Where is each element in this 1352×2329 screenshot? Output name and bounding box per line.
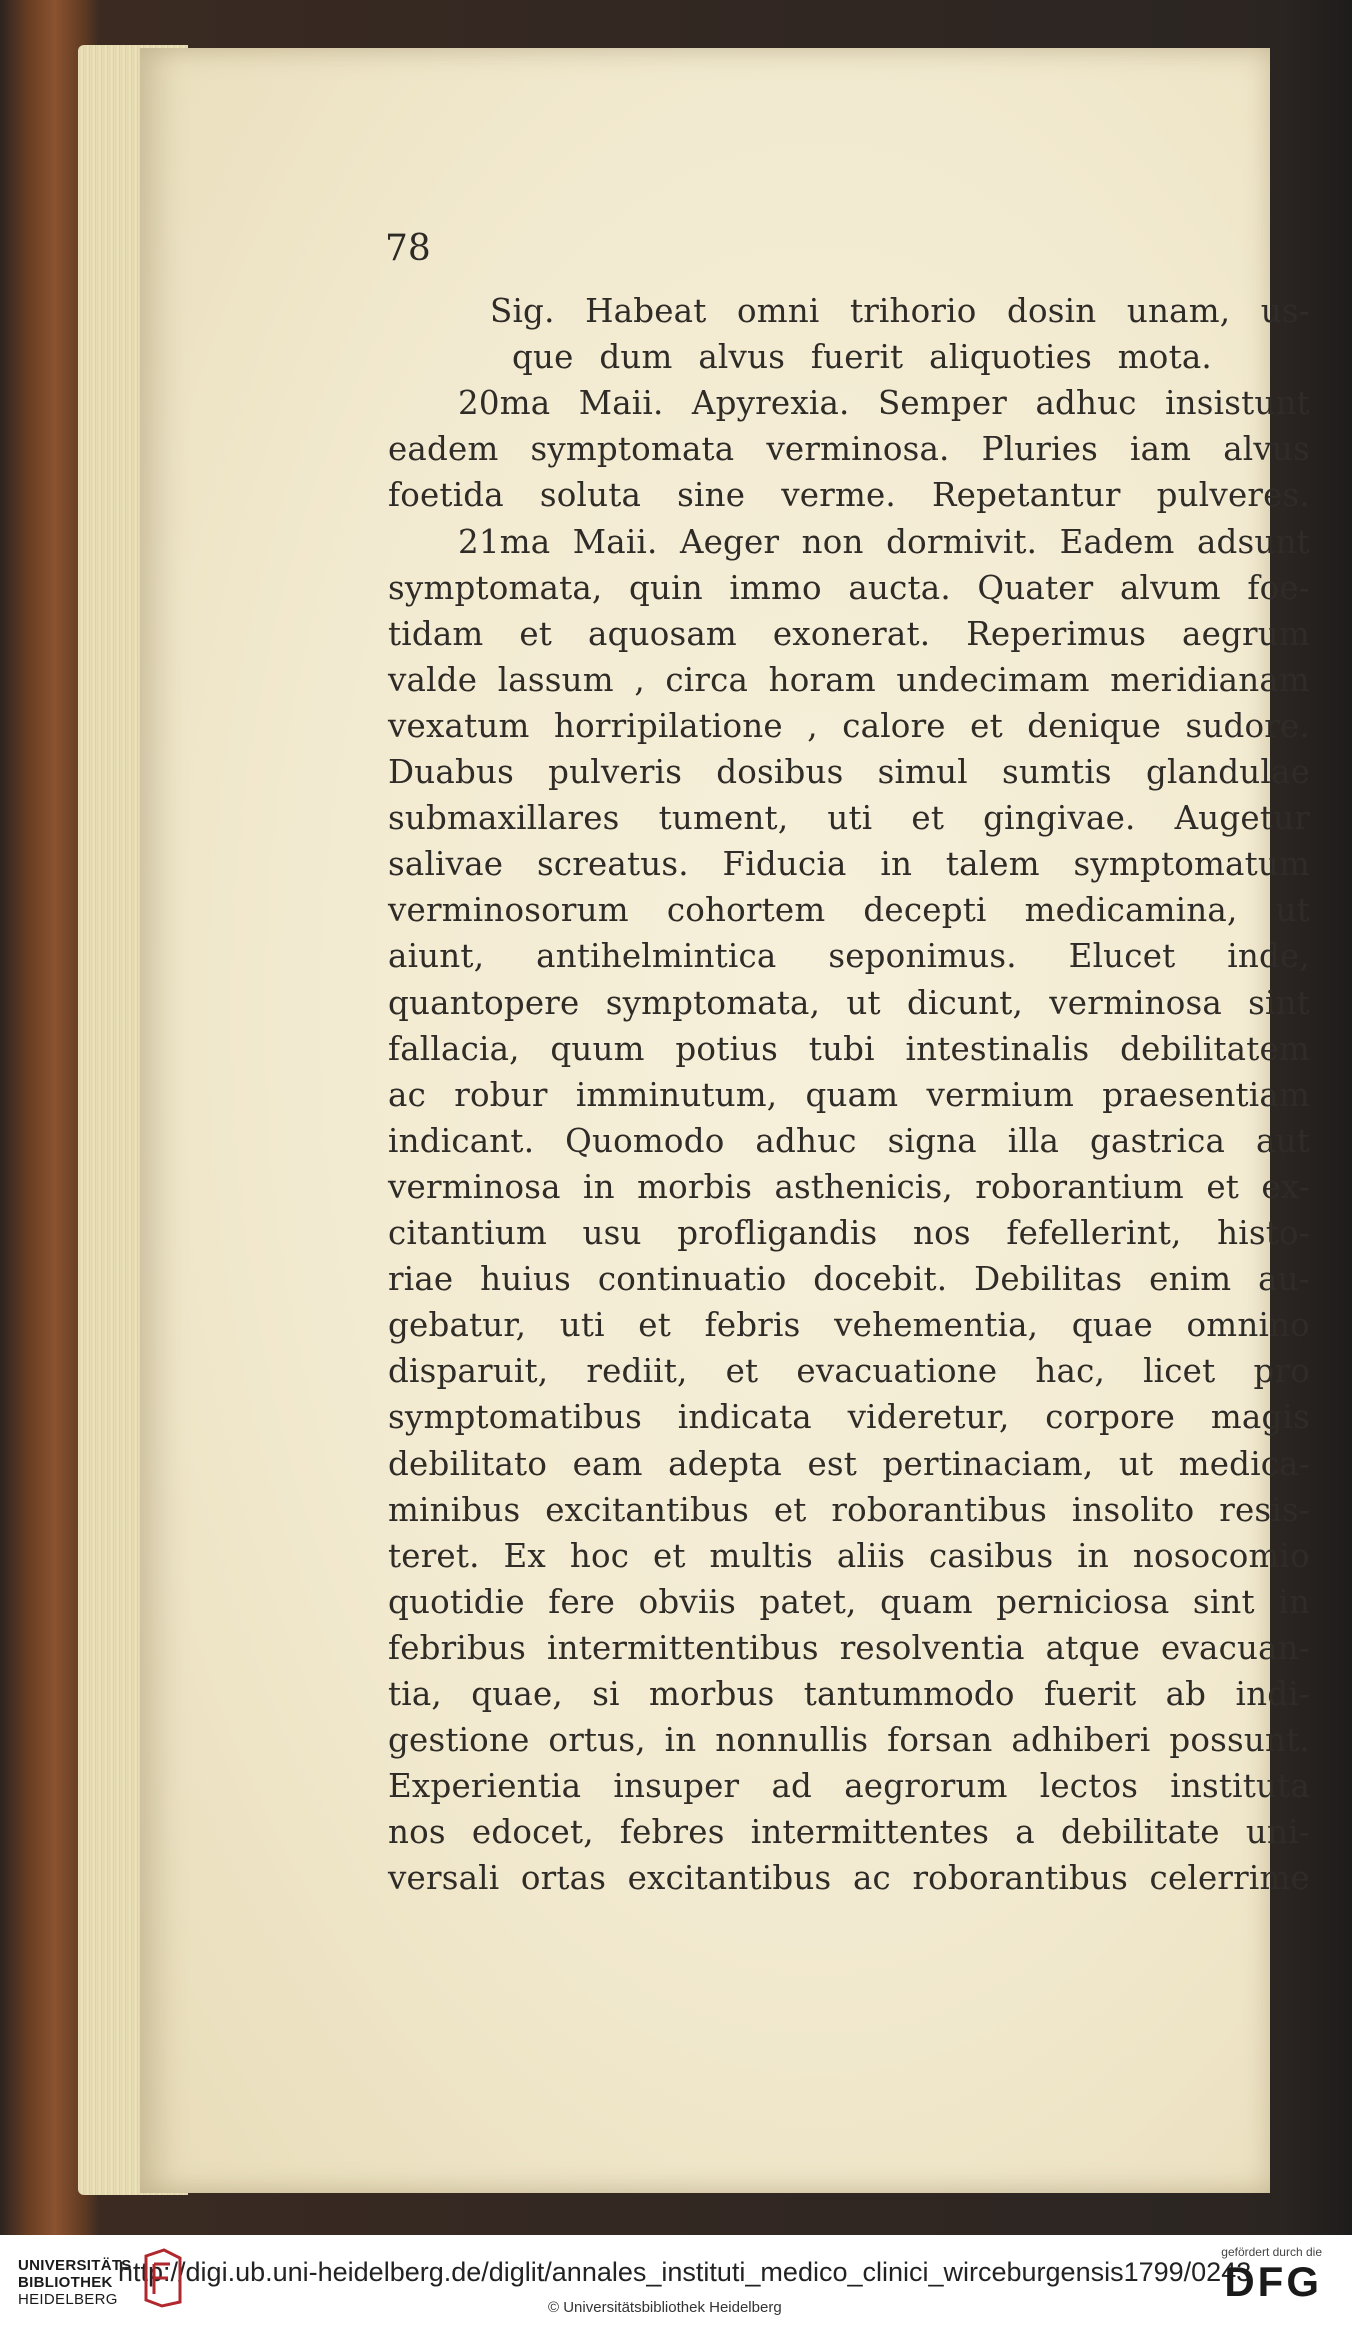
word: lassum (497, 660, 614, 699)
word: edocet, (471, 1813, 594, 1852)
word: pertinaciam, (882, 1444, 1094, 1483)
word: aegrum (1182, 614, 1310, 653)
word: eam (572, 1444, 643, 1483)
word: Maii. (578, 384, 664, 423)
word: evacuatione (796, 1352, 998, 1391)
word: uti (559, 1306, 605, 1345)
word: et (970, 706, 1003, 745)
word: antihelmintica (536, 937, 777, 976)
word: us- (1260, 292, 1310, 330)
word: si (592, 1675, 620, 1713)
text-line (388, 845, 1310, 884)
text-line (388, 1859, 1310, 1898)
word: Elucet (1068, 937, 1176, 976)
text-line (388, 1490, 1310, 1529)
word: denique (1027, 706, 1162, 745)
word: aut (1256, 1121, 1310, 1160)
text-line (490, 292, 1310, 330)
word: aliis (836, 1536, 906, 1575)
word: est (807, 1444, 858, 1483)
word: enim (1149, 1260, 1232, 1299)
word: et (519, 614, 553, 653)
word: obviis (638, 1582, 737, 1621)
library-logo-icon (140, 2248, 184, 2308)
word: circa (665, 660, 749, 699)
funding-note: gefördert durch die (1221, 2245, 1322, 2259)
word: dicunt, (906, 983, 1024, 1022)
word: fere (548, 1582, 616, 1621)
text-line (388, 891, 1310, 930)
text-line (388, 1214, 1310, 1252)
word: tubi (808, 1029, 875, 1068)
word: pro (1253, 1352, 1310, 1391)
word: verminosa (388, 1167, 561, 1206)
word: ut (1275, 891, 1310, 930)
library-logo[interactable] (18, 2257, 132, 2308)
word: nos (912, 1214, 971, 1252)
word: usu (582, 1214, 642, 1252)
word: indi- (1235, 1675, 1310, 1713)
word: tantummodo (803, 1675, 1015, 1713)
word: dosibus (716, 753, 844, 791)
word: videretur, (847, 1398, 1010, 1437)
word: symptomata, (388, 568, 603, 607)
word: imminutum, (575, 1075, 778, 1114)
word: febres (619, 1813, 725, 1852)
logo-line-2: BIBLIOTHEK (18, 2274, 113, 2291)
text-line (388, 1306, 1310, 1345)
text-line (388, 660, 1310, 699)
word: symptomata (530, 430, 735, 469)
word: debilitato (388, 1444, 548, 1483)
word: instituta (1170, 1767, 1310, 1806)
word: signa (887, 1121, 977, 1160)
word: excitantibus (627, 1859, 832, 1898)
text-line (388, 1075, 1310, 1114)
word: dum (599, 338, 673, 377)
word: uni- (1245, 1813, 1310, 1852)
word: aliquoties (929, 338, 1092, 377)
word: huius (480, 1260, 572, 1299)
word: febribus (388, 1628, 527, 1667)
word: aucta. (848, 568, 951, 607)
word: insistunt (1165, 384, 1310, 423)
word: seponimus. (828, 937, 1017, 976)
word: ab (1165, 1675, 1207, 1713)
text-line (388, 1813, 1310, 1852)
text-line (388, 1260, 1310, 1299)
word: sine (677, 476, 746, 515)
word: valde (388, 660, 478, 699)
word: nos (388, 1813, 446, 1852)
word: roborantium (975, 1167, 1184, 1206)
text-line (388, 1398, 1310, 1437)
word: 21ma (458, 522, 551, 561)
word: profligandis (677, 1214, 878, 1252)
word: multis (709, 1536, 813, 1575)
word: in (1278, 1582, 1310, 1621)
word: resolventia (839, 1628, 1025, 1667)
word: calore (842, 706, 946, 745)
word: aiunt, (388, 937, 485, 976)
page-number: 78 (385, 228, 431, 269)
word: salivae (388, 845, 504, 884)
word: Augetur (1174, 799, 1310, 838)
permalink-url[interactable]: http://digi.ub.uni-heidelberg.de/diglit/annales_instituti_medico_clinici_wirceburgensis1799/0243 (118, 2257, 1252, 2287)
word: ad (771, 1767, 813, 1806)
word: praesentiam (1102, 1075, 1310, 1114)
word: Maii. (572, 522, 658, 561)
text-line (388, 430, 1310, 469)
word: atque (1045, 1628, 1141, 1667)
word: citantium (388, 1214, 547, 1252)
word: aegrorum (844, 1767, 1008, 1806)
word: forsan (887, 1721, 993, 1760)
word: gebatur, (388, 1306, 527, 1345)
word: debilitatem (1120, 1029, 1310, 1068)
text-line (388, 1536, 1310, 1575)
footer-bar (0, 2235, 1352, 2329)
word: insuper (613, 1767, 740, 1806)
word: non (801, 522, 864, 561)
word: quin (629, 568, 703, 607)
word: docebit. (813, 1260, 948, 1299)
word: Eadem (1059, 522, 1175, 561)
word: et (638, 1306, 671, 1345)
word: Experientia (388, 1767, 582, 1806)
word: foe- (1247, 568, 1310, 607)
word: intestinalis (905, 1029, 1090, 1068)
word: gingivae. (983, 799, 1136, 838)
word: sint (1192, 1582, 1255, 1621)
word: alvus (1223, 430, 1310, 469)
text-line (388, 1582, 1310, 1621)
word: alvum (1119, 568, 1221, 607)
word: Quater (977, 568, 1094, 607)
word: in (583, 1167, 615, 1206)
word: talem (945, 845, 1040, 884)
word: sint (1248, 983, 1310, 1022)
word: Apyrexia. (691, 384, 850, 423)
word: exonerat. (772, 614, 931, 653)
word: ac (388, 1075, 426, 1114)
word: tia, (388, 1675, 442, 1713)
word: fallacia, (388, 1029, 520, 1068)
word: ut (846, 983, 881, 1022)
text-line (458, 384, 1310, 423)
word: simul (877, 753, 968, 791)
word: immo (729, 568, 822, 607)
word: quantopere (388, 983, 580, 1022)
text-line (388, 1121, 1310, 1160)
word: potius (675, 1029, 779, 1068)
word: ex- (1261, 1167, 1310, 1206)
word: perniciosa (996, 1582, 1170, 1621)
word: verminosorum (388, 891, 629, 930)
word: dormivit. (886, 522, 1038, 561)
word: nosocomio (1132, 1536, 1310, 1575)
word: horripilatione (553, 706, 783, 745)
word: roborantibus (912, 1859, 1129, 1898)
word: a (1015, 1813, 1035, 1852)
word: disparuit, (388, 1352, 549, 1391)
word: quae (1071, 1306, 1153, 1345)
word: et (911, 799, 945, 838)
text-line (388, 1029, 1310, 1068)
word: histo- (1217, 1214, 1310, 1252)
word: cohortem (666, 891, 826, 930)
word: gastrica (1090, 1121, 1226, 1160)
word: adsunt (1196, 522, 1310, 561)
word: pulveres. (1156, 476, 1310, 515)
dfg-logo[interactable]: DFG (1224, 2258, 1322, 2305)
logo-line-3: HEIDELBERG (18, 2291, 118, 2308)
word: Debilitas (974, 1260, 1123, 1299)
word: alvus (698, 338, 786, 377)
word: inde, (1227, 937, 1310, 976)
word: symptomata, (605, 983, 821, 1022)
word: morbis (637, 1167, 753, 1206)
word: soluta (539, 476, 642, 515)
word: in (880, 845, 913, 884)
word: vehementia, (834, 1306, 1039, 1345)
text-line (388, 1444, 1310, 1483)
word: in (664, 1721, 697, 1760)
word: ac (852, 1859, 891, 1898)
word: celerrime (1149, 1859, 1310, 1898)
word: rediit, (586, 1352, 688, 1391)
word: , (634, 660, 645, 699)
word: Duabus (388, 753, 514, 791)
word: 20ma (458, 384, 551, 423)
word: sudore. (1185, 706, 1310, 745)
word: roborantibus (831, 1490, 1047, 1529)
word: et (1206, 1167, 1240, 1206)
funding-info (1221, 2245, 1322, 2305)
word: symptomatibus (388, 1398, 642, 1437)
word: omnino (1186, 1306, 1310, 1345)
word: medicamina, (1024, 891, 1238, 930)
word: Semper (877, 384, 1008, 423)
word: hoc (569, 1536, 630, 1575)
word: adhuc (1035, 384, 1137, 423)
text-line (388, 753, 1310, 791)
word: Sig. (490, 292, 555, 330)
word: Reperimus (966, 614, 1147, 653)
word: Habeat (585, 292, 707, 330)
word: possunt. (1169, 1721, 1310, 1760)
word: Repetantur (931, 476, 1121, 515)
word: magis (1210, 1398, 1310, 1437)
word: insolito (1071, 1490, 1195, 1529)
word: Aeger (679, 522, 780, 561)
word: asthenicis, (774, 1167, 953, 1206)
word: gestione (388, 1721, 530, 1760)
word: mota. (1117, 338, 1212, 377)
word: intermittentibus (546, 1628, 819, 1667)
word: unam, (1126, 292, 1231, 330)
word: tument, (658, 799, 789, 838)
text-line (388, 1721, 1310, 1760)
word: Ex (503, 1536, 546, 1575)
text-line (388, 937, 1310, 976)
word: quam (880, 1582, 973, 1621)
word: Quomodo (565, 1121, 725, 1160)
word: medica- (1178, 1444, 1310, 1483)
word: , (807, 706, 818, 745)
word: debilitate (1060, 1813, 1220, 1852)
text-line (388, 706, 1310, 745)
word: et (773, 1490, 807, 1529)
word: au- (1258, 1260, 1310, 1299)
word: vermium (926, 1075, 1075, 1114)
text-line (388, 1352, 1310, 1391)
word: intermittentes (750, 1813, 990, 1852)
word: screatus. (536, 845, 689, 884)
word: licet (1143, 1352, 1216, 1391)
word: dosin (1007, 292, 1097, 330)
text-line (388, 983, 1310, 1022)
word: resis- (1219, 1490, 1310, 1529)
word: undecimam (896, 660, 1090, 699)
word: horam (768, 660, 876, 699)
word: ortus, (548, 1721, 646, 1760)
word: symptomatum (1073, 845, 1310, 884)
word: in (1077, 1536, 1109, 1575)
word: verminosa (1049, 983, 1222, 1022)
word: aquosam (588, 614, 737, 653)
word: quum (550, 1029, 645, 1068)
word: versali (388, 1859, 500, 1898)
word: et (725, 1352, 759, 1391)
word: quam (805, 1075, 899, 1114)
word: quae, (471, 1675, 563, 1713)
word: evacuan- (1161, 1628, 1310, 1667)
word: que (512, 338, 574, 377)
word: pulveris (548, 753, 683, 791)
logo-line-1: UNIVERSITÄTS (18, 2257, 132, 2274)
word: hac, (1035, 1352, 1105, 1391)
word: nonnullis (715, 1721, 869, 1760)
word: morbus (648, 1675, 775, 1713)
word: casibus (928, 1536, 1054, 1575)
text-line (512, 338, 1212, 377)
word: minibus (388, 1490, 521, 1529)
text-line (458, 522, 1310, 561)
word: corpore (1045, 1398, 1176, 1437)
word: verminosa. (766, 430, 950, 469)
word: verme. (781, 476, 896, 515)
word: fuerit (1043, 1675, 1137, 1713)
text-line (388, 614, 1310, 653)
text-line (388, 568, 1310, 607)
word: trihorio (849, 292, 977, 330)
word: indicata (677, 1398, 812, 1437)
text-line (388, 799, 1310, 838)
word: foetida (388, 476, 504, 515)
word: submaxillares (388, 799, 620, 838)
word: Pluries (981, 430, 1099, 469)
word: febris (704, 1306, 801, 1345)
word: et (652, 1536, 686, 1575)
copyright-notice: © Universitätsbibliothek Heidelberg (548, 2299, 782, 2316)
word: Fiducia (722, 845, 847, 884)
word: fuerit (810, 338, 904, 377)
word: sumtis (1002, 753, 1112, 791)
word: patet, (759, 1582, 857, 1621)
word: glandulae (1145, 753, 1310, 791)
word: meridianam (1110, 660, 1310, 699)
word: riae (388, 1260, 454, 1299)
word: illa (1007, 1121, 1060, 1160)
word: fefellerint, (1006, 1214, 1182, 1252)
word: tidam (388, 614, 484, 653)
text-line (388, 1167, 1310, 1206)
word: teret. (388, 1536, 480, 1575)
word: excitantibus (545, 1490, 749, 1529)
word: ut (1118, 1444, 1154, 1483)
word: lectos (1039, 1767, 1139, 1806)
text-line (388, 1628, 1310, 1667)
word: decepti (863, 891, 987, 930)
word: iam (1130, 430, 1192, 469)
text-line (388, 476, 1310, 515)
word: eadem (388, 430, 499, 469)
word: continuatio (597, 1260, 787, 1299)
word: uti (827, 799, 873, 838)
word: indicant. (388, 1121, 535, 1160)
text-line (388, 1675, 1310, 1713)
word: vexatum (388, 706, 530, 745)
word: adhiberi (1011, 1721, 1151, 1760)
word: adepta (668, 1444, 782, 1483)
word: omni (736, 292, 820, 330)
word: quotidie (388, 1582, 525, 1621)
word: robur (454, 1075, 548, 1114)
word: ortas (520, 1859, 607, 1898)
word: adhuc (755, 1121, 857, 1160)
text-line (388, 1767, 1310, 1806)
